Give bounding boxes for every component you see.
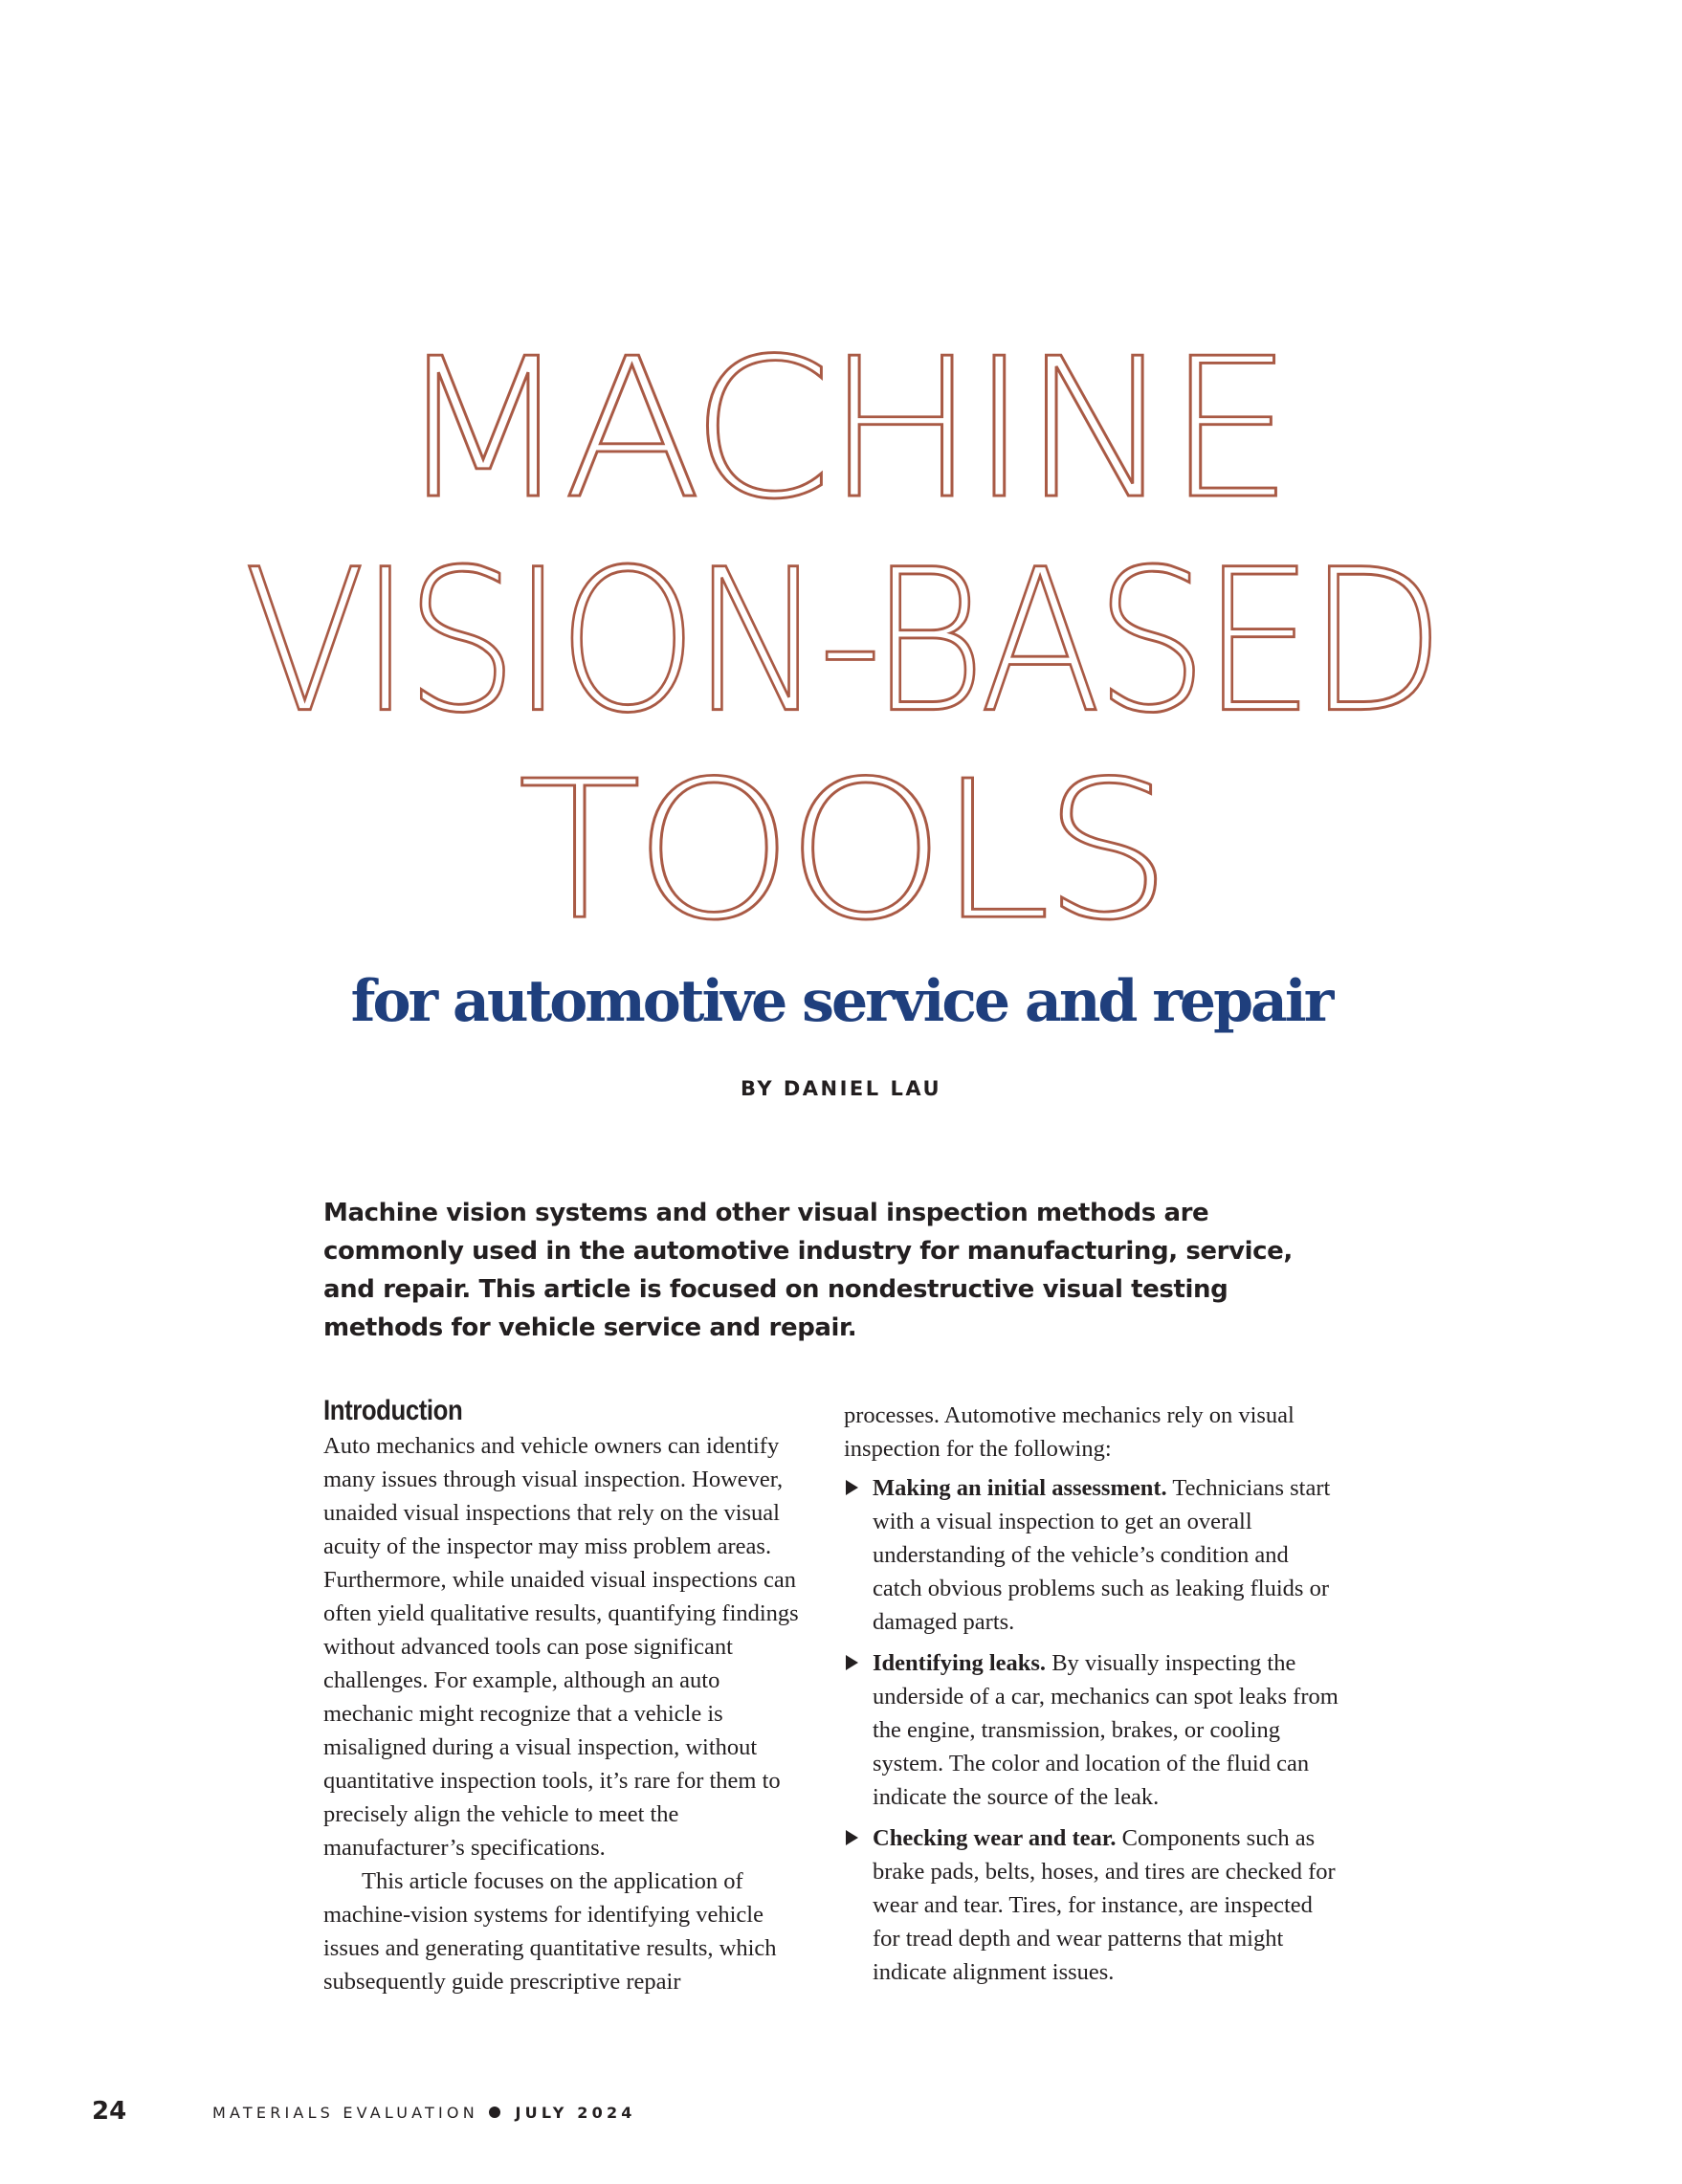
- list-item: [844, 1821, 1341, 1989]
- issue-date: JULY 2024: [515, 2104, 636, 2122]
- triangle-bullet-icon: [846, 1480, 858, 1495]
- article-abstract: Machine vision systems and other visual inspection methods are commonly used in the automotive industry for manufacturing, service, and repair. This article is focused on nondestructive visual testing methods for vehicle service and repair.: [323, 1199, 1293, 1342]
- left-column: [323, 1393, 811, 1998]
- list-item-term: Making an initial assessment.: [873, 1475, 1167, 1501]
- title-line-1: MACHINE: [395, 316, 1287, 541]
- intro-paragraph-1: Auto mechanics and vehicle owners can identify many issues through visual inspection. However, unaided visual inspections that rely on the visual acuity of the inspector may miss problem areas. Furthermore, while unaided visual inspections can often yield qualitative results, quantifying findings without advanced tools can pose significant challenges. For example, although an auto mechanic might recognize that a vehicle is misaligned during a visual inspection, without quantitative inspection tools, it’s rare for them to precisely align the vehicle to meet the manufacturer’s specifications.: [323, 1433, 799, 1861]
- continued-paragraph: processes. Automotive mechanics rely on visual inspection for the following:: [844, 1402, 1295, 1462]
- right-column: [844, 1399, 1341, 1996]
- bullet-dot-icon: [489, 2107, 500, 2118]
- page-number: 24: [92, 2097, 127, 2126]
- journal-name: MATERIALS EVALUATION: [212, 2104, 478, 2122]
- list-item-text: Technicians start with a visual inspection to get an overall understanding of the vehicle’s condition and catch obvious problems such as leaking fluids or damaged parts.: [873, 1475, 1331, 1635]
- title-line-3: TOOLS: [518, 739, 1164, 962]
- byline: BY DANIEL LAU: [740, 1077, 942, 1100]
- article-subtitle: for automotive service and repair: [350, 968, 1332, 1035]
- list-item-term: Identifying leaks.: [873, 1650, 1047, 1676]
- list-item: [844, 1646, 1341, 1814]
- list-item-text: Components such as brake pads, belts, hoses, and tires are checked for wear and tear. Tires, for instance, are inspected for tread depth and wear patterns that might indicate alignment issues.: [873, 1825, 1336, 1985]
- triangle-bullet-icon: [846, 1830, 858, 1845]
- section-heading: Introduction: [323, 1395, 463, 1426]
- list-item-text: By visually inspecting the underside of a car, mechanics can spot leaks from the engine, transmission, brakes, or cooling system. The color and location of the fluid can indicate the source of the leak.: [873, 1650, 1339, 1810]
- inspection-list: [844, 1471, 1341, 1989]
- running-footer: [212, 2104, 636, 2122]
- list-item: [844, 1471, 1341, 1639]
- list-item-term: Checking wear and tear.: [873, 1825, 1117, 1851]
- intro-paragraph-2: This article focuses on the application of machine-vision systems for identifying vehicle issues and generating quantitative results, which subsequently guide prescriptive repair: [323, 1868, 777, 1995]
- triangle-bullet-icon: [846, 1655, 858, 1670]
- title-line-2: VISION-BASED: [243, 526, 1439, 757]
